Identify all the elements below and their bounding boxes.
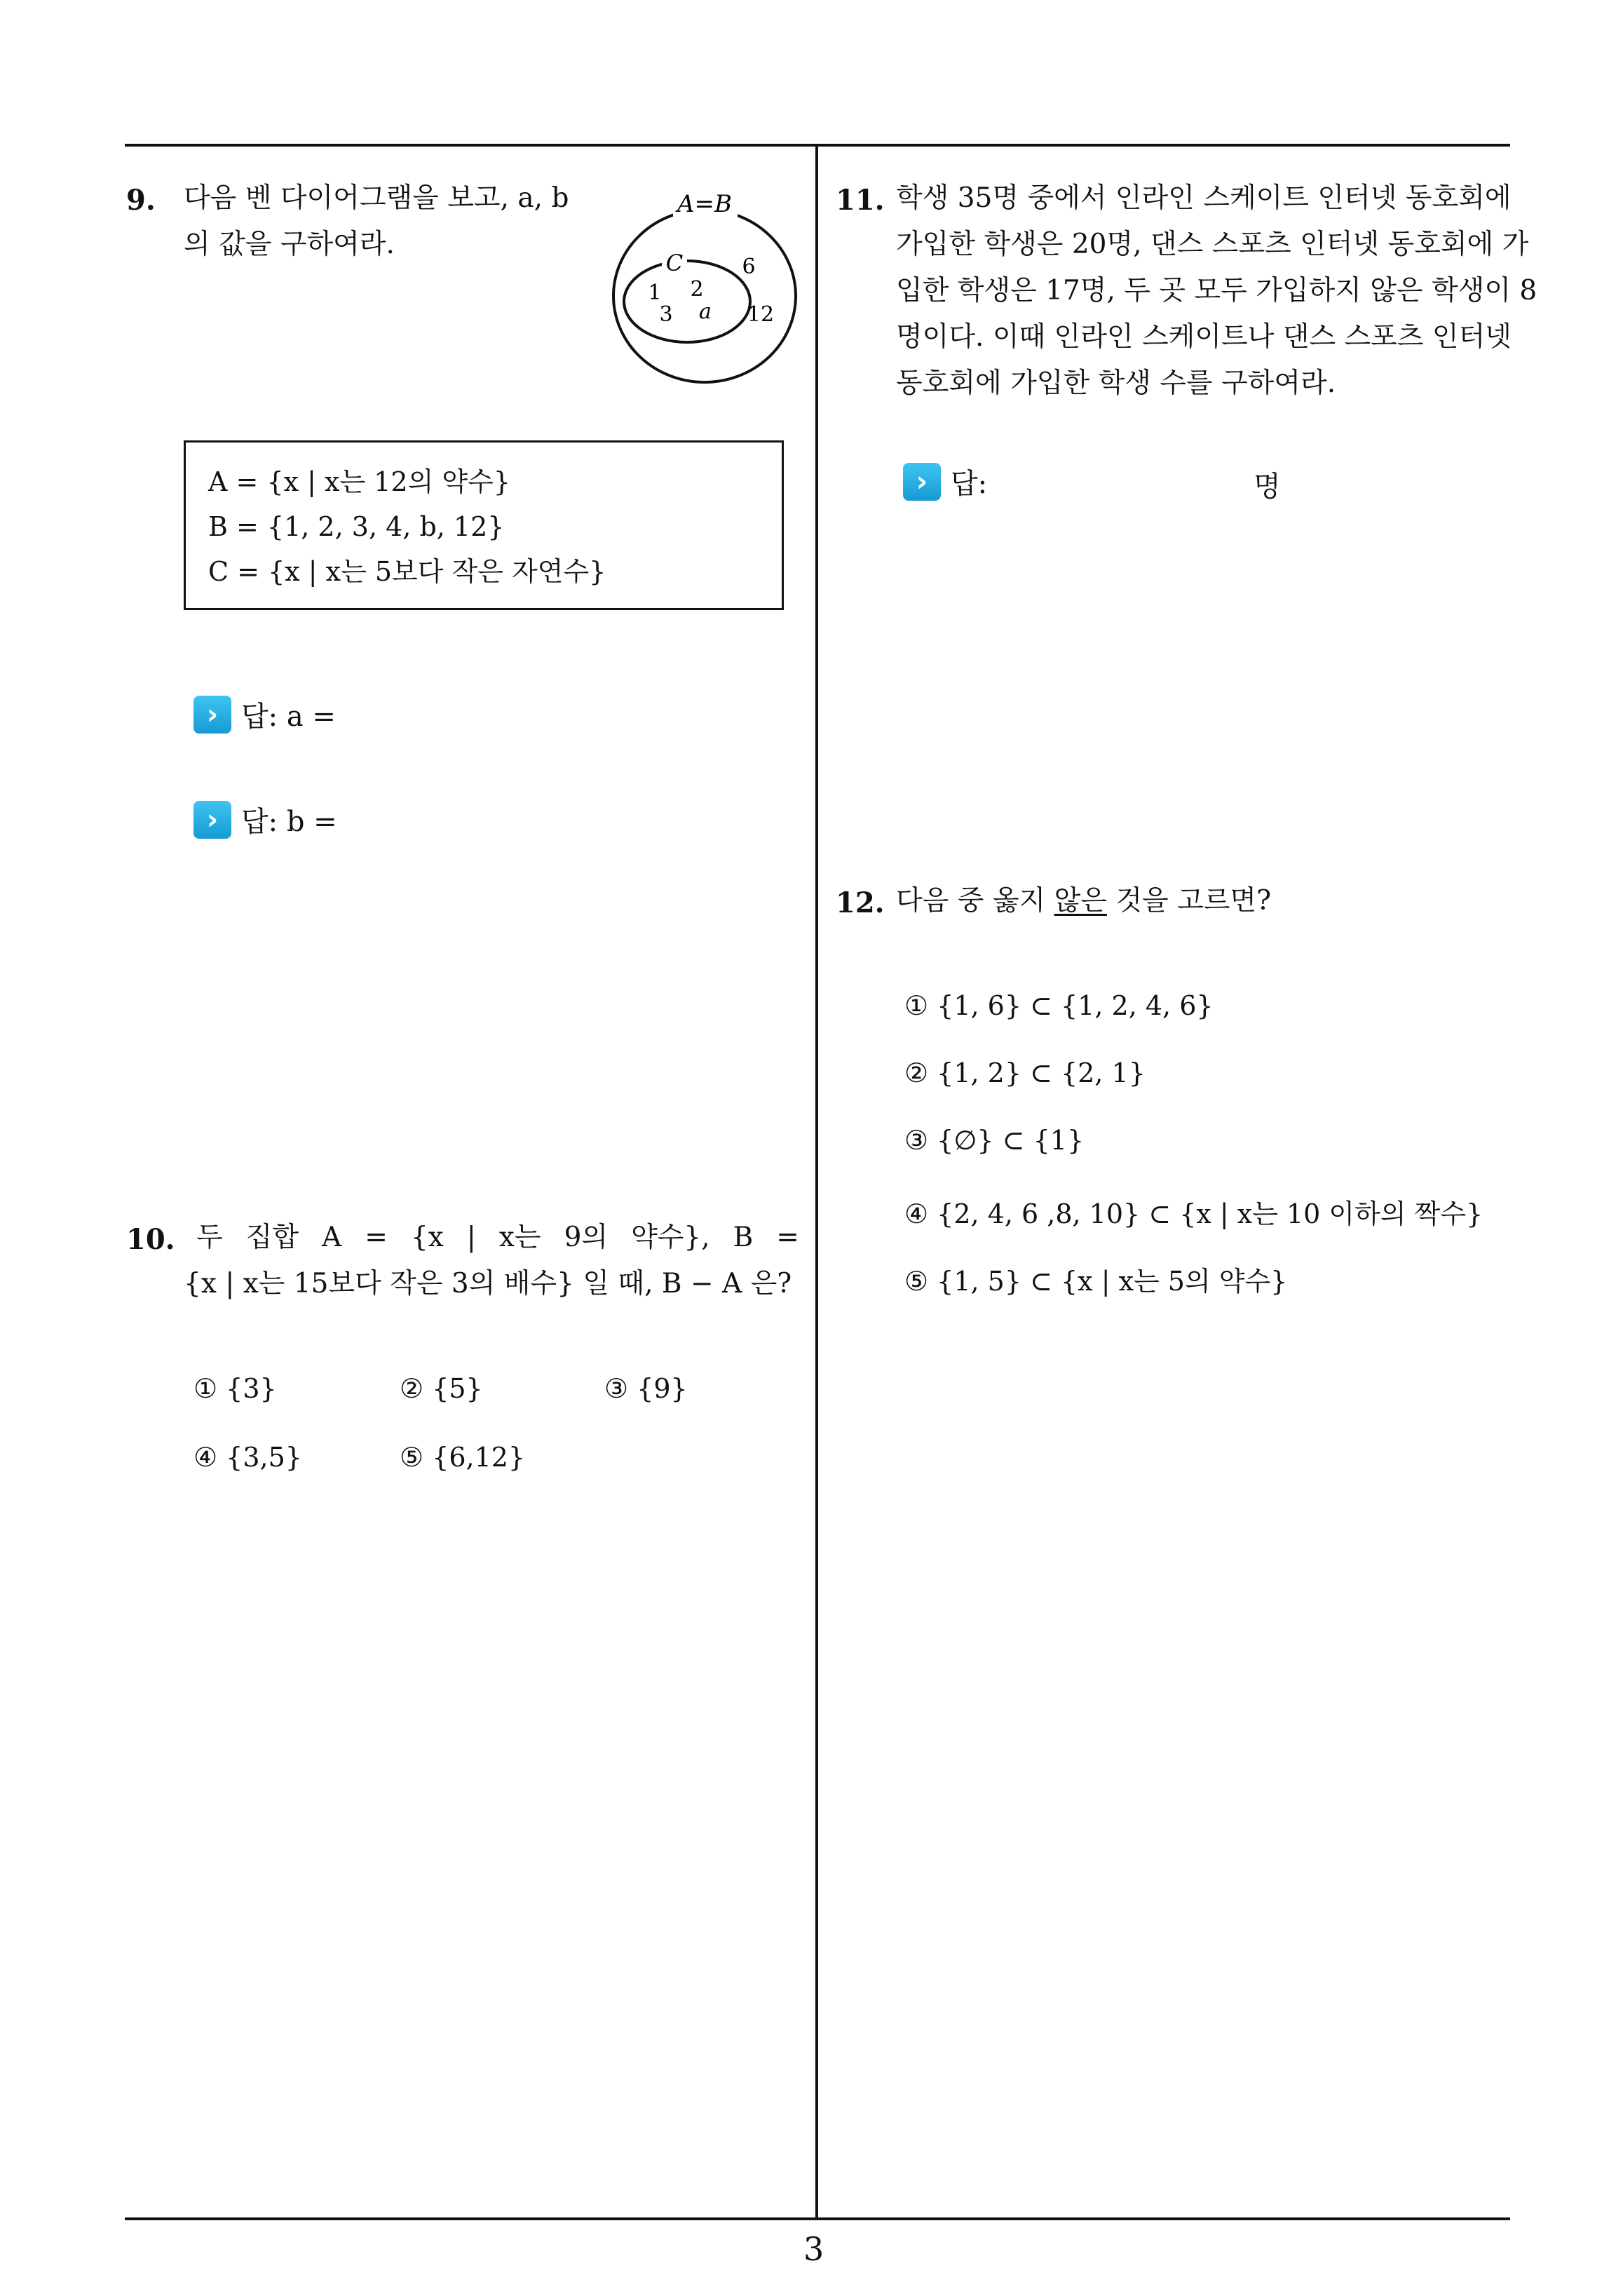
q11-line2: 가입한 학생은 20명, 댄스 스포츠 인터넷 동호회에 가 [896,229,1529,260]
q10-text-line2: {x | x는 15보다 작은 3의 배수} 일 때, B − A 은? [184,1268,792,1299]
venn-outer-set [613,210,796,382]
q9-answer-a[interactable] [193,694,336,734]
q11-answer-unit: 명 [1254,471,1281,503]
q12-text-underlined: 않은 [1054,885,1107,917]
q11-line1: 학생 35명 중에서 인라인 스케이트 인터넷 동호회에 [896,182,1512,214]
q9-answer-a-label: 답: a = [241,701,336,733]
venn-element-a: a [699,299,712,324]
q11-line5: 동호회에 가입한 학생 수를 구하여라. [896,367,1336,399]
q10-choice-1[interactable]: ① {3} [193,1373,277,1404]
q11-answer-label: 답: [951,468,988,500]
q12-choice-1[interactable]: ① {1, 6} ⊂ {1, 2, 4, 6} [904,990,1214,1021]
page-number: 3 [803,2230,824,2268]
q9-set-definitions-box [184,440,784,610]
q9-text-line1: 다음 벤 다이어그램을 보고, a, b [184,182,569,214]
q9-answer-b[interactable] [193,799,337,839]
q10-choice-3[interactable]: ③ {9} [604,1373,688,1404]
q11-answer[interactable] [903,461,987,501]
q12-choice-4[interactable]: ④ {2, 4, 6 ,8, 10} ⊂ {x | x는 10 이하의 짝수} [904,1198,1483,1229]
q9-answer-b-label: 답: b = [241,806,337,838]
q10-choice-5[interactable]: ⑤ {6,12} [400,1442,526,1473]
venn-element-3: 3 [659,302,673,327]
bottom-rule [125,2217,1510,2220]
q9-number: 9. [126,184,156,217]
q12-text-before: 다음 중 옳지 [896,885,1054,917]
venn-diagram [603,184,806,394]
set-b-definition: B = {1, 2, 3, 4, b, 12} [208,511,505,542]
q11-line4: 명이다. 이때 인라인 스케이트나 댄스 스포츠 인터넷 [896,321,1512,353]
venn-element-2: 2 [690,277,704,302]
q12-choice-2[interactable]: ② {1, 2} ⊂ {2, 1} [904,1058,1146,1088]
answer-arrow-icon: › [903,463,941,501]
q10-number: 10. [126,1223,175,1256]
q12-choice-3[interactable]: ③ {∅} ⊂ {1} [904,1125,1085,1156]
q12-question [896,878,1271,924]
q10-choice-2[interactable]: ② {5} [400,1373,483,1404]
venn-element-12: 12 [747,302,775,327]
venn-element-6: 6 [742,255,756,279]
q12-choice-5[interactable]: ⑤ {1, 5} ⊂ {x | x는 5의 약수} [904,1266,1288,1297]
q10-choice-4[interactable]: ④ {3,5} [193,1442,302,1473]
venn-outer-label: A=B [677,190,733,218]
venn-element-1: 1 [648,281,662,305]
q11-line3: 입한 학생은 17명, 두 곳 모두 가입하지 않은 학생이 8 [896,275,1537,306]
set-c-definition: C = {x | x는 5보다 작은 자연수} [208,556,606,587]
q10-text-line1: 두 집합 A = {x | x는 9의 약수}, B = [196,1222,799,1253]
answer-arrow-icon: › [193,696,231,734]
column-divider [815,144,818,2219]
set-a-definition: A = {x | x는 12의 약수} [208,466,510,497]
venn-inner-label: C [665,250,684,276]
q9-text-line2: 의 값을 구하여라. [184,229,395,260]
q12-text-after: 것을 고르면? [1106,885,1271,917]
q11-number: 11. [836,184,885,217]
q12-number: 12. [836,886,885,919]
answer-arrow-icon: › [193,801,231,839]
